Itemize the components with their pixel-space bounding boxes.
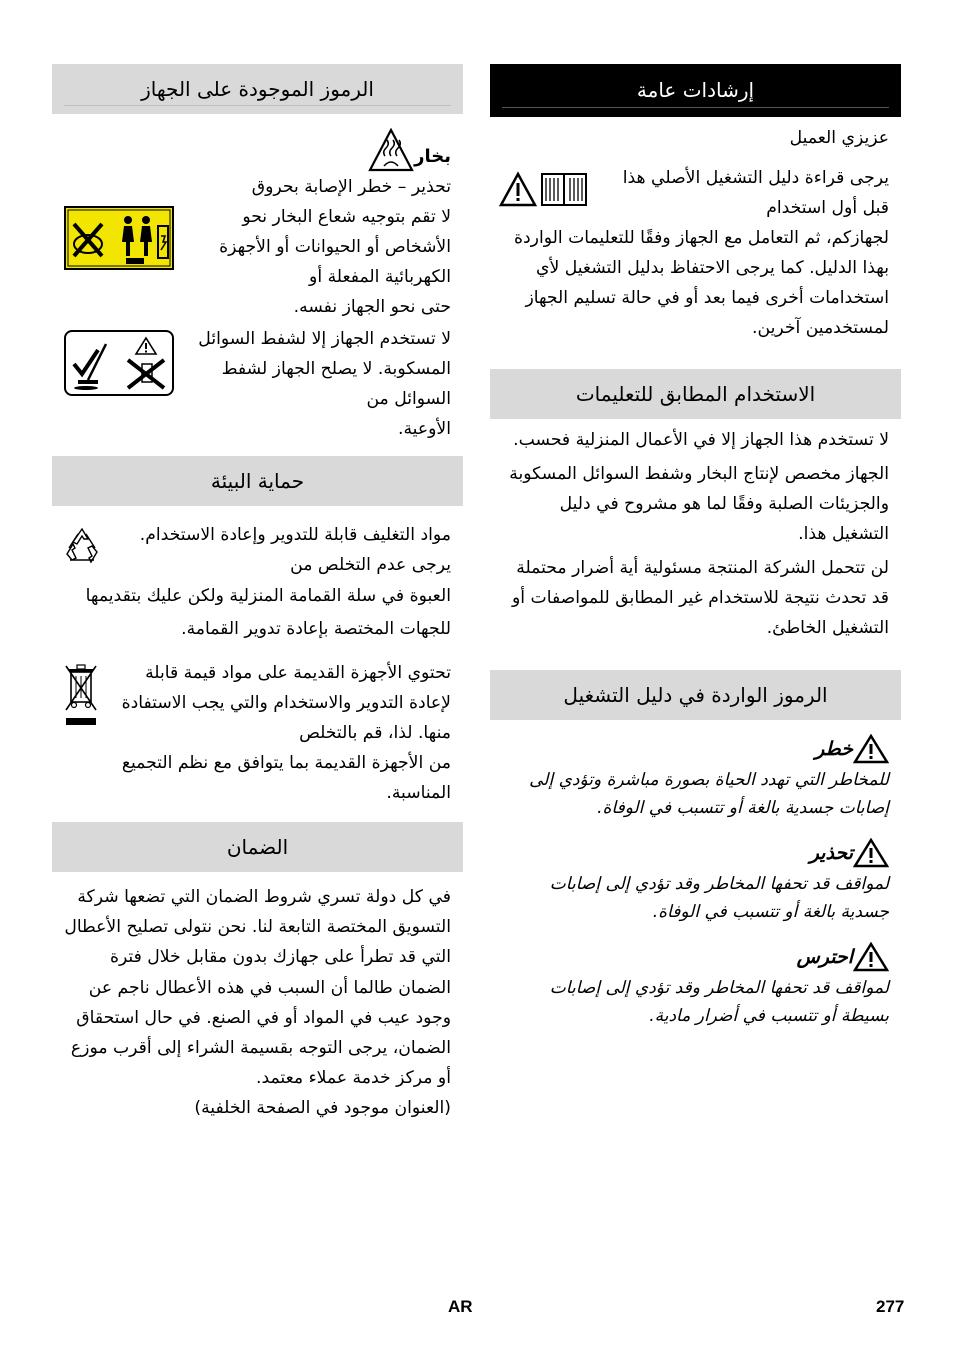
manual-symbols-section xyxy=(490,732,901,1030)
recycle-continued: العبوة في سلة القمامة المنزلية ولكن عليك بتقديمها للجهات المختصة بإعادة تدوير القمامة. xyxy=(85,586,451,639)
weee-continued: من الأجهزة القديمة بما يتوافق مع نظم التجميع المناسبة. xyxy=(121,753,451,803)
read-manual-icon xyxy=(498,171,590,219)
warning-title: تحذير xyxy=(502,836,889,870)
steam-jet-block xyxy=(64,202,451,292)
right-column xyxy=(490,64,901,1030)
warning-icon xyxy=(853,838,889,868)
general-notes-heading: إرشادات عامة xyxy=(490,64,901,116)
recycle-text: مواد التغليف قابلة للتدوير وإعادة الاستخدام. يرجى عدم التخلص من xyxy=(139,525,451,575)
environment-heading: حماية البيئة xyxy=(52,456,463,506)
danger-warning-icon xyxy=(853,734,889,764)
intended-use-p3: لن تتحمل الشركة المنتجة مسئولية أية أضرار محتملة قد تحدث نتيجة للاستخدام غير المطابق للمواصفات أو التشغيل الخاطئ. xyxy=(511,558,889,638)
warning-text: لمواقف قد تحفها المخاطر وقد تؤدي إلى إصابات جسدية بالغة أو تتسبب في الوفاة. xyxy=(549,874,889,922)
intro-text: يرجى قراءة دليل التشغيل الأصلي هذا قبل أول استخدام xyxy=(622,168,889,218)
hot-steam-warning-icon xyxy=(368,128,414,172)
warranty-heading: الضمان xyxy=(52,822,463,872)
intro-continued: لجهازكم، ثم التعامل مع الجهاز وفقًا للتعليمات الواردة بهذا الدليل. كما يرجى الاحتفاظ بدليل التشغيل لأي استخدامات أخرى فيما بعد أو في حالة تسليم الجهاز لمستخدمين آخرين. xyxy=(513,228,889,338)
recycling-icon xyxy=(64,526,100,576)
intended-use-section xyxy=(490,425,901,643)
warranty-address-note: (العنوان موجود في الصفحة الخلفية) xyxy=(194,1098,451,1119)
general-notes-section xyxy=(490,123,901,343)
caution-icon xyxy=(853,942,889,972)
suction-text: لا تستخدم الجهاز إلا لشفط السوائل المسكوبة. لا يصلح الجهاز لشفط السوائل من xyxy=(198,329,451,409)
steam-label-row xyxy=(64,126,451,172)
burn-warning: تحذير – خطر الإصابة بحروق xyxy=(251,177,451,197)
intended-use-p1: لا تستخدم هذا الجهاز إلا في الأعمال المنزلية فحسب. xyxy=(513,430,889,450)
greeting: عزيزي العميل xyxy=(789,128,889,148)
environment-section xyxy=(52,520,463,808)
danger-text: للمخاطر التي تهدد الحياة بصورة مباشرة وتؤدي إلى إصابات جسدية بالغة أو تتسبب في الوفاة. xyxy=(529,770,889,818)
caution-title: احترس xyxy=(502,940,889,974)
language-code: AR xyxy=(448,1297,473,1316)
suction-continued: الأوعية. xyxy=(398,419,451,439)
steam-label: بخار xyxy=(414,146,451,167)
steam-jet-continued: حتى نحو الجهاز نفسه. xyxy=(293,297,451,317)
warranty-section xyxy=(52,882,463,1124)
device-symbols-heading: الرموز الموجودة على الجهاز xyxy=(52,64,463,114)
liquid-suction-icon xyxy=(64,330,174,406)
recycling-block xyxy=(64,520,451,580)
manual-read-block xyxy=(502,163,889,223)
warranty-text: في كل دولة تسري شروط الضمان التي تضعها شركة التسويق المختصة التابعة لنا. نحن نتولى تصليح الأعطال التي قد تطرأ على جهازك بدون مقابل خلال فترة الضمان طالما أن السبب في هذه الأعطال ناجم عن وجود عيب في المواد أو في الصنع. في حال استحقاق الضمان، يرجى التوجه بقسيمة الشراء إلى أقرب موزع أو مركز خدمة عملاء معتمد. xyxy=(64,887,451,1089)
intended-use-heading: الاستخدام المطابق للتعليمات xyxy=(490,369,901,419)
manual-symbols-heading: الرموز الواردة في دليل التشغيل xyxy=(490,670,901,720)
weee-text: تحتوي الأجهزة القديمة على مواد قيمة قابلة لإعادة التدوير والاستخدام والتي يجب الاستفادة منها. لذا، قم بالتخلص xyxy=(121,663,451,743)
steam-jet-text: لا تقم بتوجيه شعاع البخار نحو الأشخاص أو الحيوانات أو الأجهزة الكهربائية المفعلة أو xyxy=(219,207,451,287)
danger-title: خطر xyxy=(502,732,889,766)
intended-use-p2: الجهاز مخصص لإنتاج البخار وشفط السوائل المسكوبة والجزيئات الصلبة وفقًا لما هو مشروح في دليل التشغيل هذا. xyxy=(509,464,889,544)
crossed-bin-icon xyxy=(64,662,98,738)
page-number: 277 xyxy=(876,1297,905,1316)
caution-text: لمواقف قد تحفها المخاطر وقد تؤدي إلى إصابات بسيطة أو تتسبب في أضرار مادية. xyxy=(549,978,889,1026)
no-steam-jet-icon xyxy=(64,206,174,280)
left-column xyxy=(52,64,463,1124)
device-symbols-section xyxy=(52,126,463,444)
weee-block xyxy=(64,658,451,748)
suction-block xyxy=(64,324,451,414)
